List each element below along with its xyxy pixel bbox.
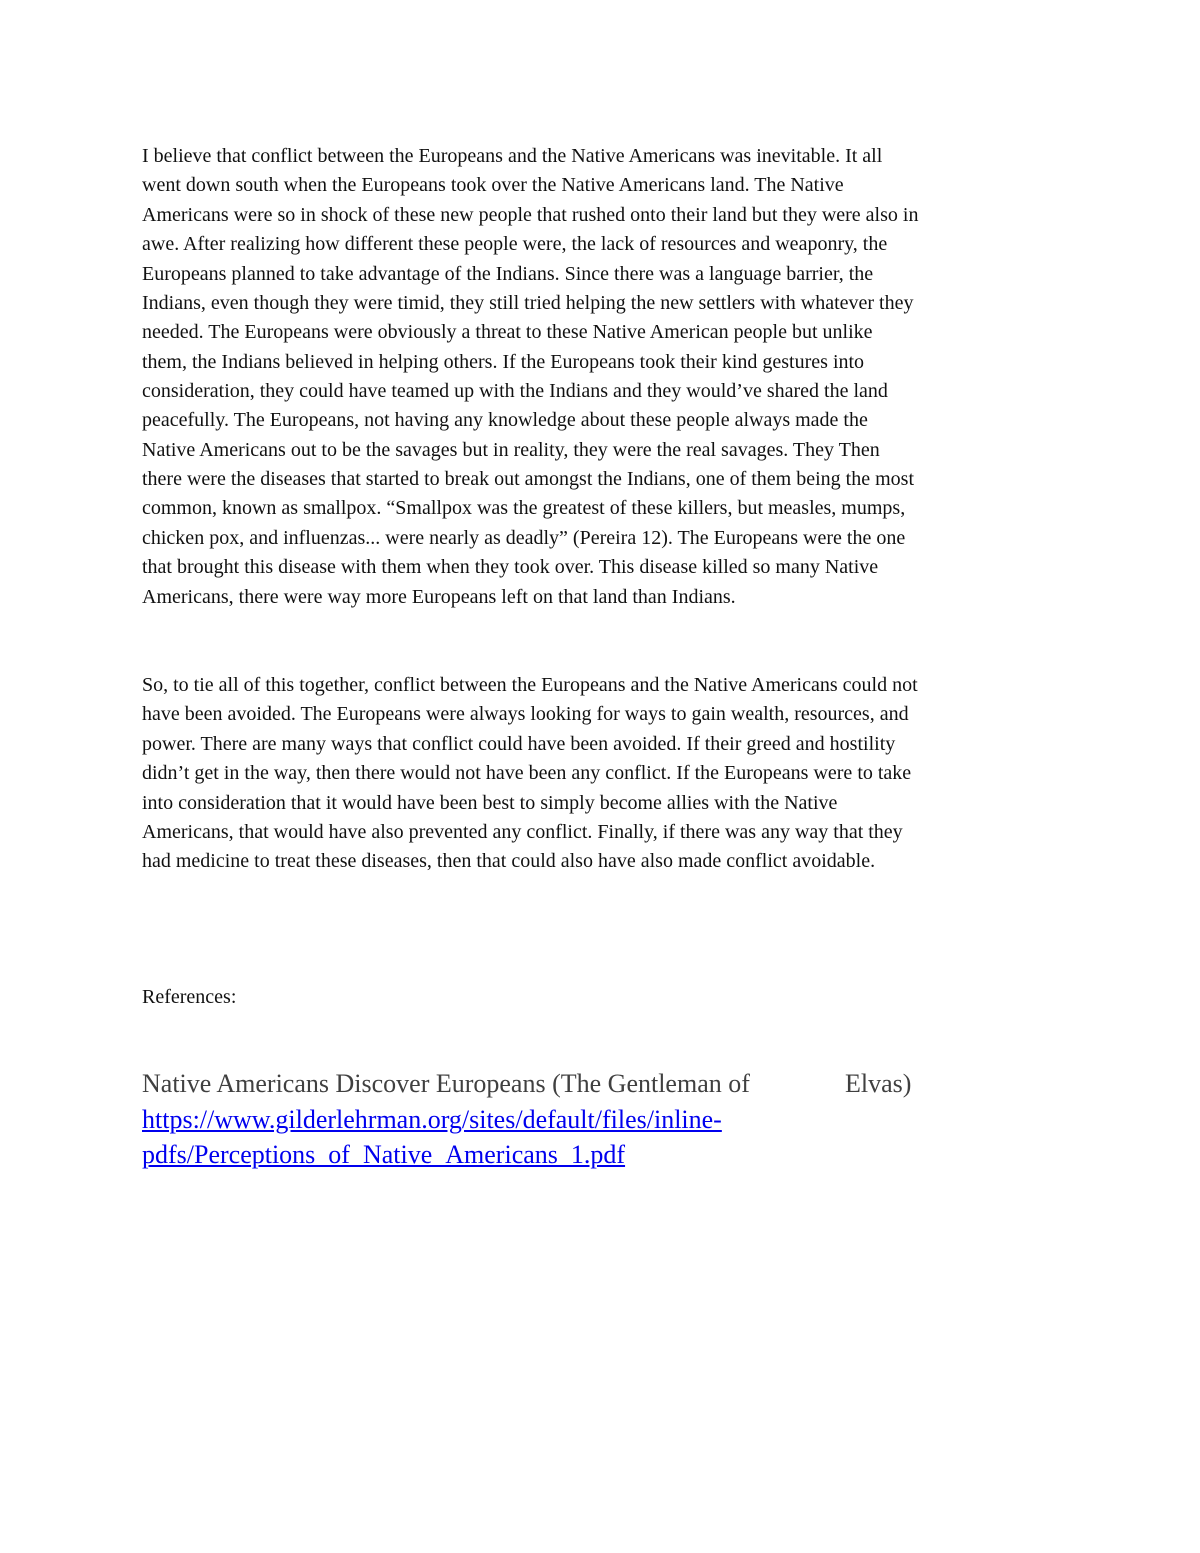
paragraph-line: into consideration that it would have been best to simply become allies with the Native [142,792,838,814]
paragraph-line: chicken pox, and influenzas... were nearly as deadly” (Pereira 12). The Europeans were the one [142,527,906,549]
reference-link-line-1[interactable]: https://www.gilderlehrman.org/sites/default/files/inline- [142,1105,722,1134]
paragraph-line: Indians, even though they were timid, they still tried helping the new settlers with whatever they [142,292,914,314]
paragraph-line: went down south when the Europeans took over the Native Americans land. The Native [142,174,844,196]
reference-title: Native Americans Discover Europeans (The Gentleman of [142,1069,750,1098]
paragraph-line: have been avoided. The Europeans were always looking for ways to gain wealth, resources, and [142,703,909,725]
paragraph-line: peacefully. The Europeans, not having any knowledge about these people always made the [142,409,868,431]
reference-title-tail: Elvas) [845,1069,912,1098]
paragraph-line: consideration, they could have teamed up with the Indians and they would’ve shared the land [142,380,888,402]
paragraph-line: Europeans planned to take advantage of the Indians. Since there was a language barrier, the [142,263,874,285]
paragraph-line: Americans, there were way more Europeans left on that land than Indians. [142,586,736,608]
paragraph-line: needed. The Europeans were obviously a threat to these Native American people but unlike [142,321,873,343]
paragraph-line: there were the diseases that started to break out amongst the Indians, one of them being the most [142,468,915,490]
paragraph-line: Americans, that would have also prevented any conflict. Finally, if there was any way that they [142,821,903,843]
reference-link-line-2[interactable]: pdfs/Perceptions_of_Native_Americans_1.pdf [142,1140,626,1169]
paragraph-line: power. There are many ways that conflict could have been avoided. If their greed and hostility [142,733,896,755]
paragraph-line: common, known as smallpox. “Smallpox was the greatest of these killers, but measles, mumps, [142,497,906,519]
paragraph-line: Americans were so in shock of these new people that rushed onto their land but they were also in [142,204,919,226]
paragraph-line: Native Americans out to be the savages but in reality, they were the real savages. They Then [142,439,880,461]
references-heading: References: [142,986,237,1008]
paragraph-line: So, to tie all of this together, conflict between the Europeans and the Native Americans could not [142,674,918,696]
paragraph-line: had medicine to treat these diseases, then that could also have also made conflict avoidable. [142,850,876,872]
paragraph-line: didn’t get in the way, then there would not have been any conflict. If the Europeans were to take [142,762,912,784]
paragraph-line: them, the Indians believed in helping others. If the Europeans took their kind gestures into [142,351,865,373]
paragraph-line: awe. After realizing how different these people were, the lack of resources and weaponry, the [142,233,888,255]
paragraph-line: that brought this disease with them when they took over. This disease killed so many Native [142,556,879,578]
paragraph-line: I believe that conflict between the Europeans and the Native Americans was inevitable. It all [142,145,883,167]
